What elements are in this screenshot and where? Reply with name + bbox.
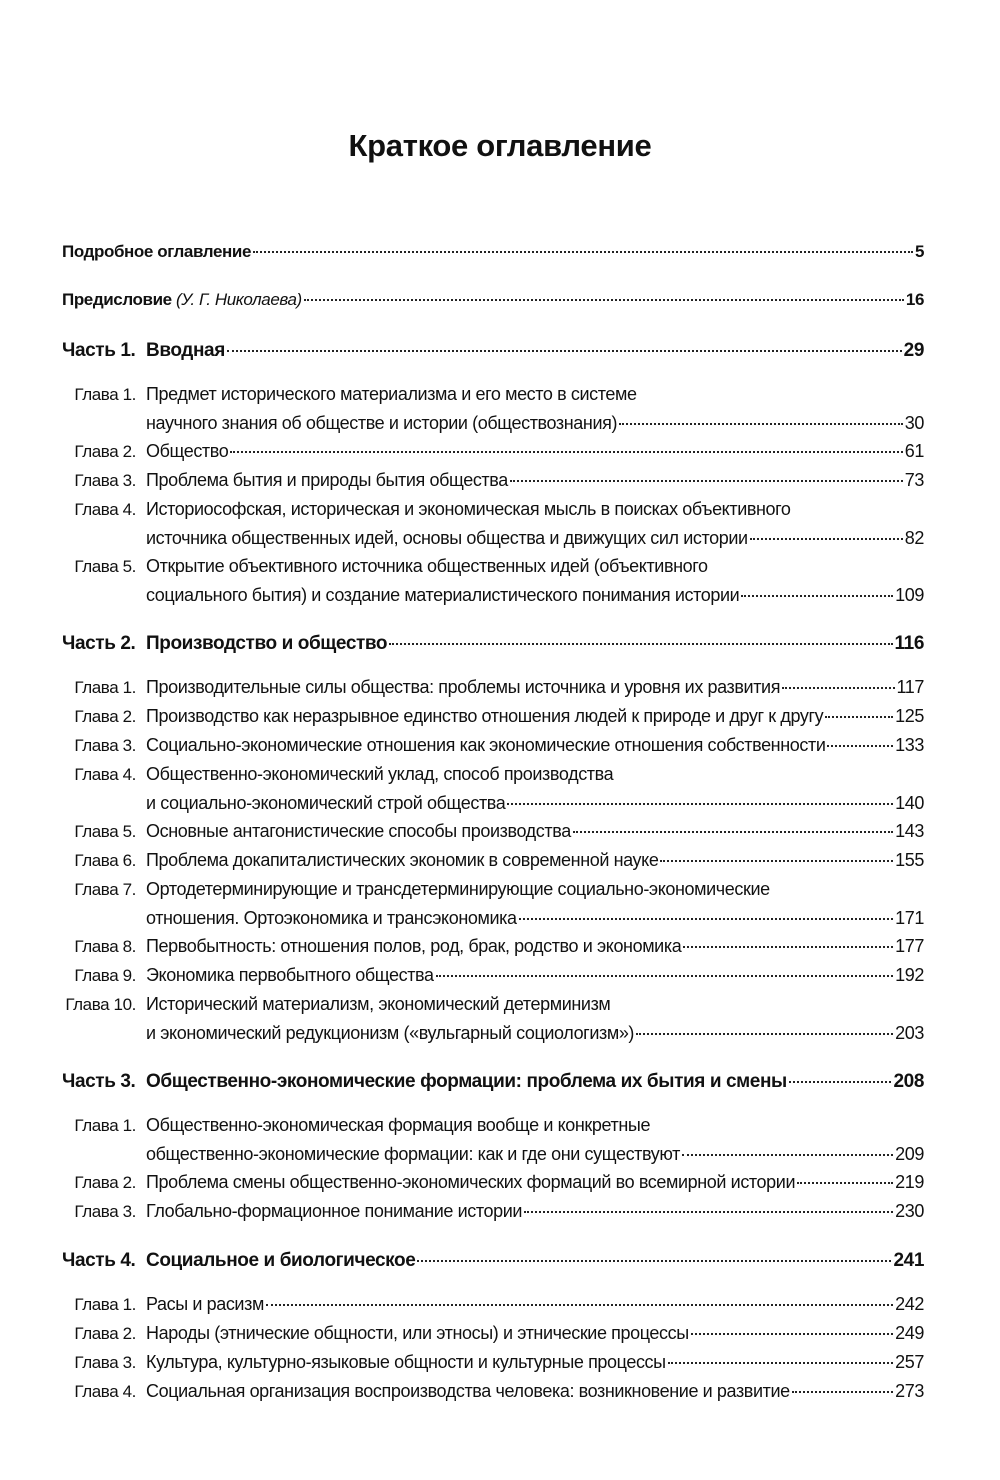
page-number: 125 [895,706,924,726]
chapter-label: Глава 2. [74,1173,136,1192]
chapter-label: Глава 1. [74,385,136,404]
dot-leader [519,918,894,920]
toc-entry-chapter[interactable] [62,495,924,524]
toc-entry-chapter[interactable] [62,552,924,581]
chapter-title-line: Открытие объективного источника общественных идей (объективного [146,556,708,576]
toc-entry-chapter[interactable] [62,875,924,904]
dot-leader [683,946,893,948]
toc-entry-chapter-cont [62,524,924,552]
toc-entry-chapter[interactable] [62,673,924,702]
page-number: 61 [904,441,924,461]
part-title: Социальное и биологическое [146,1250,416,1271]
dot-leader [668,1362,893,1364]
toc-entry-chapter[interactable] [62,380,924,409]
dot-leader [792,1391,893,1393]
chapter-title-line: социального бытия) и создание материалистического понимания истории [146,585,740,605]
dot-leader [227,350,902,352]
part-title: Производство и общество [146,633,388,654]
toc-entry-chapter[interactable] [62,437,924,466]
toc-entry-front[interactable] [62,238,924,266]
table-of-contents [62,238,924,1426]
dot-leader [510,480,903,482]
entry-title [62,286,302,314]
page-number: 133 [895,735,924,755]
chapter-label: Глава 1. [74,678,136,697]
toc-entry-part[interactable] [62,336,924,366]
chapter-title-line: Первобытность: отношения полов, род, брак, родство и экономика [146,936,682,956]
page-number: 203 [895,1023,924,1043]
page-title: Краткое оглавление [348,128,652,163]
chapter-label: Глава 5. [74,557,136,576]
chapter-label: Глава 1. [74,1295,136,1314]
chapter-label: Глава 5. [74,822,136,841]
chapter-title-line: Производство как неразрывное единство отношения людей к природе и друг к другу [146,706,824,726]
page-number: 249 [895,1323,924,1343]
toc-entry-front[interactable] [62,286,924,314]
toc-entry-chapter[interactable] [62,1319,924,1348]
chapter-title-line: Ортодетерминирующие и трансдетерминирующие социально-экономические [146,879,770,899]
chapter-title-line: Социальная организация воспроизводства человека: возникновение и развитие [146,1381,790,1401]
chapter-title-line: Общественно-экономическая формация вообще и конкретные [146,1115,651,1135]
chapter-title-line: и экономический редукционизм («вульгарный социологизм») [146,1023,635,1043]
chapter-label: Глава 9. [74,966,136,985]
page-number: 208 [893,1071,924,1092]
chapter-title-line: Общество [146,441,229,461]
chapter-label: Глава 4. [74,765,136,784]
chapter-title-line: Производительные силы общества: проблемы источника и уровня их развития [146,677,781,697]
chapter-title-line: Проблема смены общественно-экономических формаций во всемирной истории [146,1172,796,1192]
dot-leader [507,803,893,805]
dot-leader [573,831,893,833]
chapter-title-line: Глобально-формационное понимание истории [146,1201,523,1221]
chapter-title-line: Проблема бытия и природы бытия общества [146,470,508,490]
page-number: 5 [914,242,924,261]
chapter-label: Глава 2. [74,707,136,726]
page-number: 230 [895,1201,924,1221]
dot-leader [797,1182,893,1184]
toc-entry-chapter-cont [62,904,924,932]
chapter-label: Глава 4. [74,1382,136,1401]
entry-author: (У. Г. Николаева) [176,290,302,309]
page-number: 73 [904,470,924,490]
chapter-label: Глава 2. [74,1324,136,1343]
page-number: 16 [905,290,924,309]
toc-entry-chapter[interactable] [62,702,924,731]
chapter-label: Глава 10. [65,995,136,1014]
page-number: 241 [893,1250,924,1271]
part-title: Общественно-экономические формации: проблема их бытия и смены [146,1071,787,1092]
dot-leader [253,251,913,253]
page-number: 177 [895,936,924,956]
page-number: 82 [904,528,924,548]
toc-entry-chapter[interactable] [62,932,924,961]
toc-entry-chapter[interactable] [62,731,924,760]
chapter-title-line: Проблема докапиталистических экономик в современной науке [146,850,659,870]
page-number: 257 [895,1352,924,1372]
dot-leader [230,451,902,453]
entry-title-text: Предисловие [62,290,172,309]
page-number: 209 [895,1144,924,1164]
toc-entry-part[interactable] [62,1246,924,1276]
toc-entry-chapter-cont [62,581,924,609]
chapter-title-line: общественно-экономические формации: как и где они существуют [146,1144,680,1164]
page-number: 30 [904,413,924,433]
dot-leader [741,595,893,597]
chapter-title-line: Предмет исторического материализма и его место в системе [146,384,637,404]
toc-entry-part[interactable] [62,1067,924,1097]
toc-entry-chapter-cont [62,1019,924,1047]
toc-entry-part[interactable] [62,629,924,659]
page-number: 109 [895,585,924,605]
toc-entry-chapter-cont [62,789,924,817]
dot-leader [827,745,893,747]
dot-leader [389,643,892,645]
page-number: 143 [895,821,924,841]
dot-leader [782,687,894,689]
toc-entry-chapter[interactable] [62,961,924,990]
toc-entry-chapter-cont [62,409,924,437]
entry-title-text: Подробное оглавление [62,242,251,261]
part-title: Вводная [146,340,225,361]
chapter-label: Глава 3. [74,471,136,490]
chapter-title-line: Культура, культурно-языковые общности и культурные процессы [146,1352,666,1372]
toc-entry-chapter[interactable] [62,1290,924,1319]
chapter-title-line: Историософская, историческая и экономическая мысль в поисках объективного [146,499,791,519]
part-label: Часть 1. [62,340,136,361]
part-label: Часть 2. [62,633,136,654]
chapter-title-line: Расы и расизм [146,1294,264,1314]
toc-entry-chapter[interactable] [62,1377,924,1406]
page-number: 155 [895,850,924,870]
toc-entry-chapter[interactable] [62,466,924,495]
page-number: 140 [895,793,924,813]
page-number: 273 [895,1381,924,1401]
dot-leader [682,1154,893,1156]
toc-entry-chapter[interactable] [62,846,924,875]
chapter-title-line: источника общественных идей, основы общества и движущих сил истории [146,528,748,548]
chapter-title-line: Основные антагонистические способы производства [146,821,571,841]
chapter-title-line: Общественно-экономический уклад, способ производства [146,764,614,784]
page-number: 219 [895,1172,924,1192]
chapter-label: Глава 3. [74,1353,136,1372]
chapter-title-line: Социально-экономические отношения как экономические отношения собственности [146,735,826,755]
toc-entry-chapter[interactable] [62,1168,924,1197]
toc-entry-chapter[interactable] [62,990,924,1019]
chapter-label: Глава 4. [74,500,136,519]
dot-leader [619,423,903,425]
dot-leader [417,1260,891,1262]
chapter-title-line: Экономика первобытного общества [146,965,434,985]
toc-entry-chapter[interactable] [62,1348,924,1377]
chapter-title-line: отношения. Ортоэкономика и трансэкономика [146,908,517,928]
dot-leader [750,538,903,540]
chapter-title-line: научного знания об обществе и истории (обществознания) [146,413,618,433]
entry-title [62,238,251,266]
chapter-label: Глава 8. [74,937,136,956]
dot-leader [524,1211,893,1213]
dot-leader [825,716,893,718]
page-number: 242 [895,1294,924,1314]
page-number: 116 [894,633,924,654]
dot-leader [436,975,894,977]
dot-leader [789,1081,892,1083]
chapter-title-line: Народы (этнические общности, или этносы) и этнические процессы [146,1323,689,1343]
toc-entry-chapter[interactable] [62,1197,924,1226]
toc-entry-chapter-cont [62,1140,924,1168]
dot-leader [691,1333,893,1335]
chapter-label: Глава 6. [74,851,136,870]
chapter-title-line: и социально-экономический строй общества [146,793,506,813]
page-number: 171 [895,908,924,928]
dot-leader [636,1033,893,1035]
part-label: Часть 3. [62,1071,136,1092]
dot-leader [266,1304,893,1306]
page-number: 117 [896,677,924,697]
page-number: 29 [903,340,924,361]
toc-entry-chapter[interactable] [62,760,924,789]
chapter-label: Глава 2. [74,442,136,461]
toc-entry-chapter[interactable] [62,817,924,846]
chapter-label: Глава 3. [74,736,136,755]
chapter-label: Глава 3. [74,1202,136,1221]
chapter-label: Глава 7. [74,880,136,899]
part-label: Часть 4. [62,1250,136,1271]
chapter-label: Глава 1. [74,1116,136,1135]
dot-leader [660,860,893,862]
dot-leader [304,299,904,301]
toc-entry-chapter[interactable] [62,1111,924,1140]
chapter-title-line: Исторический материализм, экономический детерминизм [146,994,611,1014]
page-number: 192 [895,965,924,985]
